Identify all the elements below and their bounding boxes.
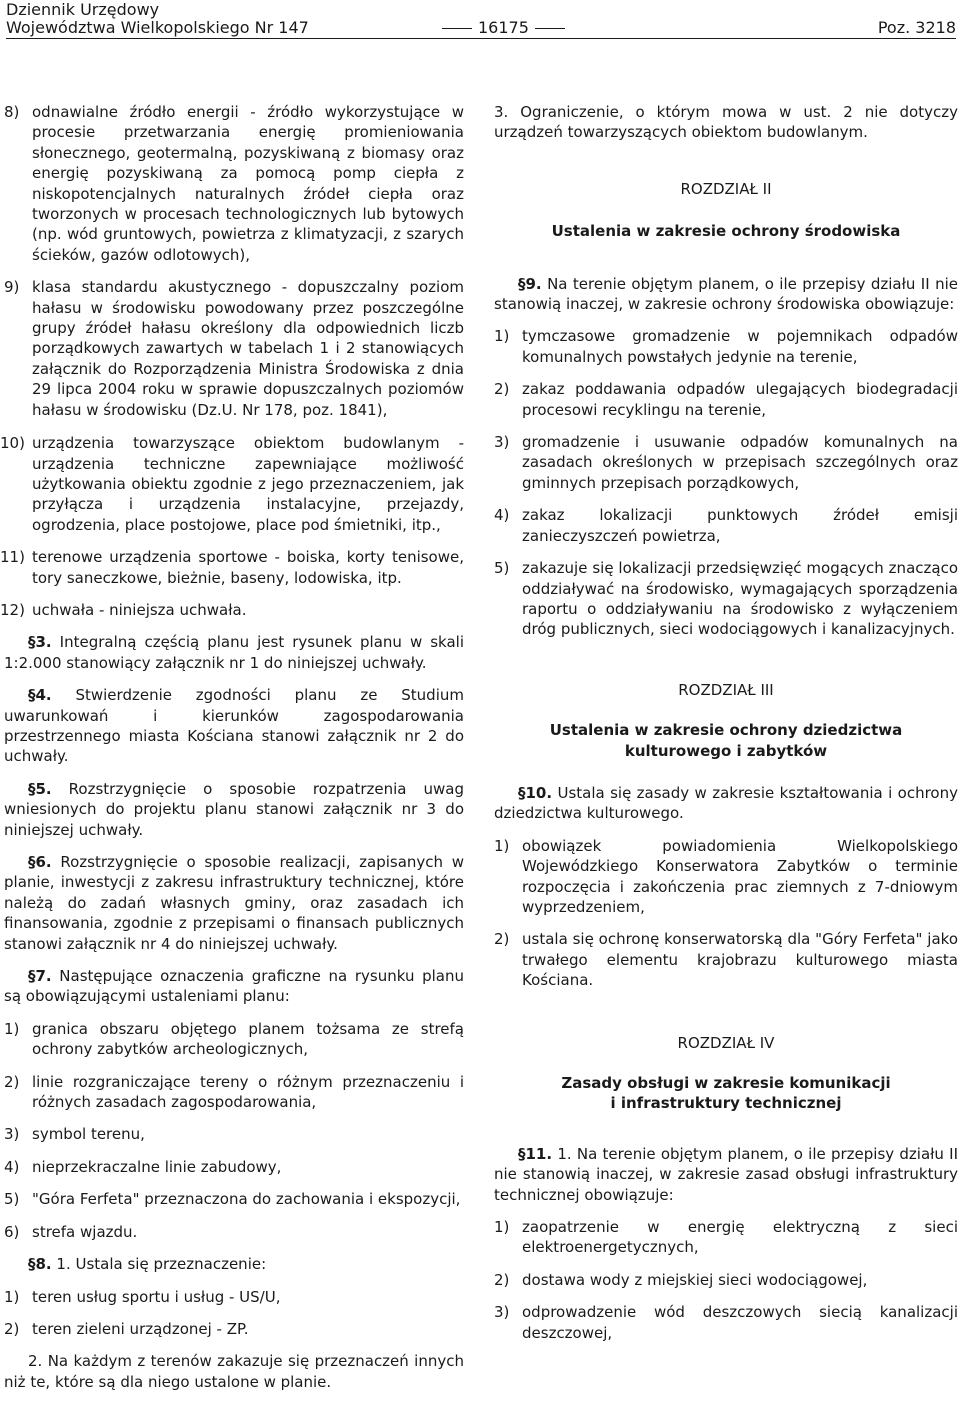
journal-title: Dziennik Urzędowy	[6, 0, 160, 19]
item-text: strefa wjazdu.	[32, 1222, 138, 1241]
chapter-2-subtitle: Ustalenia w zakresie ochrony środowiska	[551, 222, 901, 241]
definition-item	[0, 547, 464, 588]
section-4	[4, 685, 464, 767]
item-text: terenowe urządzenia sportowe - boiska, korty tenisowe, tory saneczkowe, bieżnie, baseny, lodowiska, itp.	[32, 548, 464, 587]
item-number: 3)	[494, 1303, 510, 1322]
list-item	[4, 1072, 464, 1113]
item-number: 3)	[494, 433, 510, 452]
item-text: dostawa wody z miejskiej sieci wodociągowej,	[522, 1270, 868, 1289]
section-text: 1. Na terenie objętym planem, o ile przepisy działu II nie stanowią inaczej, w zakresie zasad obsługi infrastruktury technicznej obowiązuje:	[494, 1144, 958, 1204]
section-text: Na terenie objętym planem, o ile przepisy działu II nie stanowią inaczej, w zakresie ochrony środowiska obowiązuje:	[494, 274, 958, 314]
list-item	[494, 1270, 958, 1290]
list-item	[4, 1124, 464, 1144]
section-label: §3.	[28, 633, 52, 652]
position-label: Poz. 3218	[877, 18, 956, 37]
section-label: §8.	[28, 1255, 52, 1274]
item-text: linie rozgraniczające tereny o różnym przeznaczeniu i różnych zasadach zagospodarowania,	[32, 1072, 464, 1112]
section-label: §7.	[28, 967, 52, 986]
item-number: 2)	[494, 380, 510, 399]
list-item	[4, 1157, 464, 1177]
left-column	[0, 102, 464, 1404]
item-number: 4)	[4, 1157, 20, 1176]
item-text: zakazuje się lokalizacji przedsięwzięć mogących znacząco oddziaływać na środowisko, wymagających sporządzenia raportu o oddziaływaniu na środowisko z wyłączeniem dróg publicznych, sieci wodociągowych i kanalizacyjnych.	[522, 559, 958, 639]
item-text: uchwała - niniejsza uchwała.	[32, 600, 247, 619]
section-7	[4, 966, 464, 1007]
section-text: Rozstrzygnięcie o sposobie realizacji, zapisanych w planie, inwestycji z zakresu infrastruktury technicznej, które należą do zadań własnych gminy, oraz zasadach ich finansowania, zgodnie z przepisami o finansach publicznych stanowi załącznik nr 4 do niniejszej uchwały.	[4, 853, 464, 953]
chapter-2-title: ROZDZIAŁ II	[680, 179, 772, 198]
section-label: §5.	[28, 779, 52, 798]
item-text: klasa standardu akustycznego - dopuszczalny poziom hałasu w środowisku powodowany przez poszczególne grupy źródeł hałasu określony dla odpowiednich liczb porządkowych zawartych w tabelach 1 i 2 stanowiących załącznik do Rozporządzenia Ministra Środowiska z dnia 29 lipca 2004 roku w sprawie dopuszczalnych poziomów hałasu w środowisku (Dz.U. Nr 178, poz. 1841),	[32, 278, 464, 419]
list-item	[494, 432, 958, 493]
item-number: 3)	[4, 1125, 20, 1144]
item-number: 1)	[494, 836, 510, 855]
item-text: tymczasowe gromadzenie w pojemnikach odpadów komunalnych powstałych jedynie na terenie,	[522, 327, 958, 366]
page-number	[436, 19, 571, 37]
section-10	[494, 783, 958, 824]
dash-right	[535, 28, 565, 29]
list-item	[494, 1217, 958, 1258]
list-item	[4, 1019, 464, 1060]
item-number: 1)	[4, 1287, 20, 1306]
item-number: 5)	[494, 559, 510, 578]
list-item	[494, 558, 958, 640]
list-item	[4, 1222, 464, 1242]
list-item	[494, 326, 958, 367]
item-text: odnawialne źródło energii - źródło wykorzystujące w procesie przetwarzania energię promieniowania słonecznego, geotermalną, pozyskiwaną z biomasy oraz energię pozyskiwaną za pomocą pomp ciepła z niskopotencjalnych naturalnych źródeł ciepła oraz tworzonych w procesach technologicznych lub bytowych (np. wód gruntowych, powietrza z klimatyzacji, z szarych ścieków, gazów odlotowych),	[32, 103, 464, 264]
section-5	[4, 779, 464, 840]
page-header	[6, 0, 956, 40]
list-item	[4, 1287, 464, 1307]
section-9	[494, 274, 958, 315]
section-3	[4, 632, 464, 673]
list-item	[494, 505, 958, 546]
list-item	[494, 379, 958, 420]
item-text: symbol terenu,	[32, 1125, 145, 1144]
item-number: 2)	[494, 1270, 510, 1289]
chapter-4-title: ROZDZIAŁ IV	[677, 1033, 775, 1052]
journal-issue: Województwa Wielkopolskiego Nr 147	[6, 18, 309, 37]
section-text: 1. Ustala się przeznaczenie:	[56, 1255, 267, 1274]
header-divider	[6, 38, 956, 39]
section-8-paragraph-2	[4, 1351, 464, 1392]
item-number: 2)	[4, 1319, 20, 1338]
section-text: 2. Na każdym z terenów zakazuje się przeznaczeń innych niż te, które są dla niego ustalone w planie.	[4, 1352, 464, 1391]
section-6	[4, 852, 464, 954]
item-number: 1)	[4, 1019, 20, 1038]
item-text: zakaz lokalizacji punktowych źródeł emisji zanieczyszczeń powietrza,	[522, 506, 958, 545]
section-text: Następujące oznaczenia graficzne na rysunku planu są obowiązującymi ustaleniami planu:	[4, 967, 464, 1006]
definition-item	[0, 600, 464, 620]
list-item	[494, 836, 958, 918]
right-column	[494, 102, 958, 1355]
section-label: §6.	[28, 853, 52, 871]
chapter-3-subtitle-line-1: Ustalenia w zakresie ochrony dziedzictwa	[549, 721, 903, 740]
item-number: 2)	[4, 1072, 20, 1091]
item-text: zakaz poddawania odpadów ulegających biodegradacji procesowi recyklingu na terenie,	[522, 380, 958, 419]
section-text: Ustala się zasady w zakresie kształtowania i ochrony dziedzictwa kulturowego.	[494, 783, 958, 823]
chapter-4-subtitle-line-1: Zasady obsługi w zakresie komunikacji	[561, 1074, 891, 1092]
section-text: Rozstrzygnięcie o sposobie rozpatrzenia uwag wniesionych do projektu planu stanowi załącznik nr 3 do niniejszej uchwały.	[4, 779, 464, 839]
list-item	[494, 1302, 958, 1343]
chapter-3-title: ROZDZIAŁ III	[678, 680, 774, 699]
definition-item	[4, 102, 464, 265]
item-text: zaopatrzenie w energię elektryczną z sieci elektroenergetycznych,	[522, 1218, 958, 1257]
paragraph-3	[494, 102, 958, 143]
section-8	[4, 1254, 464, 1274]
item-text: odprowadzenie wód deszczowych siecią kanalizacji deszczowej,	[522, 1303, 958, 1342]
item-number: 4)	[494, 506, 510, 525]
item-text: ustala się ochronę konserwatorską dla "Góry Ferfeta" jako trwałego elementu krajobrazu kulturowego miasta Kościana.	[522, 930, 958, 990]
section-11	[494, 1144, 958, 1205]
chapter-3-subtitle-line-2: kulturowego i zabytków	[624, 741, 828, 760]
section-label: §9.	[518, 274, 542, 293]
definition-item	[4, 277, 464, 420]
section-label: §11.	[518, 1144, 553, 1163]
item-text: nieprzekraczalne linie zabudowy,	[32, 1157, 282, 1176]
section-text: Integralną częścią planu jest rysunek planu w skali 1:2.000 stanowiący załącznik nr 1 do niniejszej uchwały.	[4, 633, 464, 672]
item-number: 12)	[0, 600, 25, 619]
dash-left	[442, 28, 472, 29]
item-text: "Góra Ferfeta" przeznaczona do zachowania i ekspozycji,	[32, 1190, 461, 1209]
paragraph-text: 3. Ograniczenie, o którym mowa w ust. 2 nie dotyczy urządzeń towarzyszących obiektom budowlanym.	[494, 103, 958, 142]
item-text: obowiązek powiadomienia Wielkopolskiego Wojewódzkiego Konserwatora Zabytków o terminie rozpoczęcia i zakończenia prac ziemnych z 7-dniowym wyprzedzeniem,	[522, 836, 958, 916]
list-item	[4, 1189, 464, 1209]
chapter-4-subtitle-line-2: i infrastruktury technicznej	[610, 1094, 842, 1113]
item-number: 6)	[4, 1222, 20, 1241]
section-label: §4.	[28, 686, 52, 705]
item-number: 10)	[0, 434, 25, 453]
section-label: §10.	[518, 783, 553, 802]
item-text: gromadzenie i usuwanie odpadów komunalnych na zasadach określonych w przepisach szczególnych oraz gminnych przepisach porządkowych,	[522, 433, 958, 492]
item-number: 2)	[494, 930, 510, 949]
item-number: 9)	[4, 278, 20, 297]
item-number: 5)	[4, 1190, 20, 1209]
item-text: granica obszaru objętego planem tożsama ze strefą ochrony zabytków archeologicznych,	[32, 1019, 464, 1059]
section-text: Stwierdzenie zgodności planu ze Studium uwarunkowań i kierunków zagospodarowania przestrzennego miasta Kościana stanowi załącznik nr 2 do uchwały.	[4, 686, 464, 766]
item-text: teren zieleni urządzonej - ZP.	[32, 1319, 249, 1338]
list-item	[494, 929, 958, 990]
item-text: teren usług sportu i usług - US/U,	[32, 1287, 281, 1306]
list-item	[4, 1319, 464, 1339]
item-text: urządzenia towarzyszące obiektom budowlanym - urządzenia techniczne zapewniające możliwość użytkowania obiektu zgodnie z jego przeznaczeniem, jak przyłącza i urządzenia instalacyjne, przejazdy, ogrodzenia, place postojowe, place pod śmietniki, itp.,	[32, 434, 464, 534]
item-number: 8)	[4, 103, 20, 121]
page-number-value: 16175	[478, 18, 529, 37]
item-number: 1)	[494, 327, 510, 346]
definition-item	[0, 433, 464, 535]
item-number: 1)	[494, 1218, 510, 1237]
item-number: 11)	[0, 548, 25, 567]
